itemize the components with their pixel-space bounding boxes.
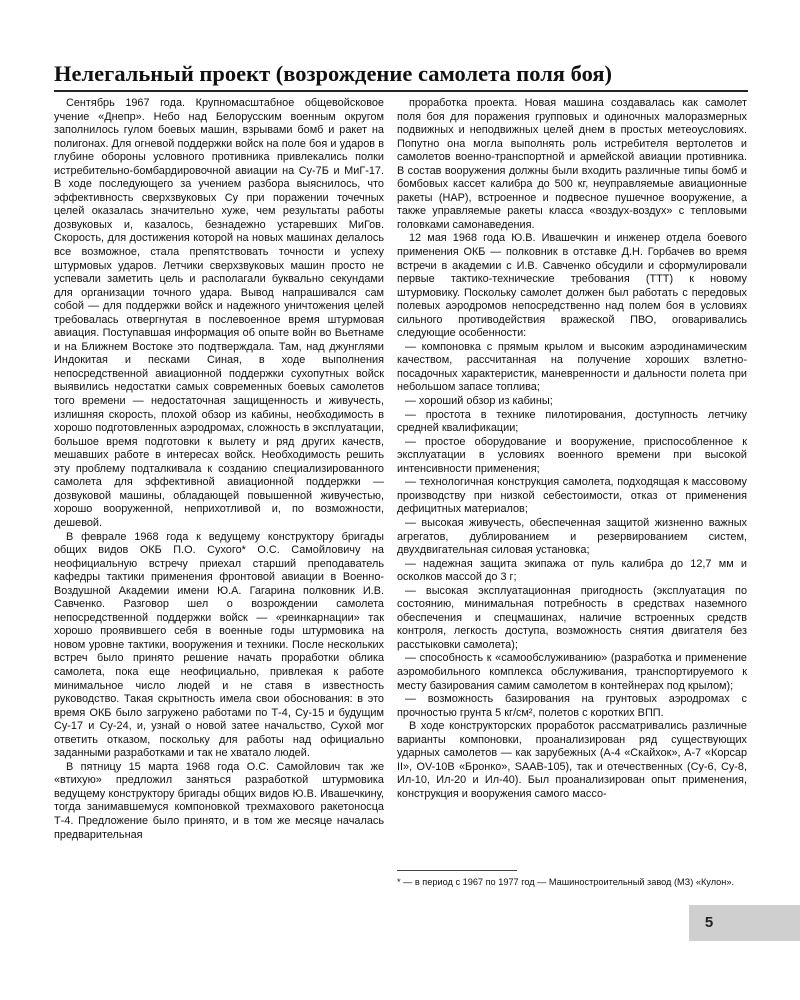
body-paragraph: Сентябрь 1967 года. Крупномасштабное общевойсковое учение «Днепр». Небо над Белорусским военным округом заполнилось гулом боевых машин, взрывами бомб и ракет на полигонах. Для огневой поддержки войск на поле боя и ударов в глубине обороны условного противника привлекались полки истребительно-бомбардировочной авиации на Су-7Б и МиГ-17. В ходе последующего за учением разбора выяснилось, что эффективность сверхзвуковых Су при поражении точечных целей оказалась значительно хуже, чем результаты работы дозвуковых и, казалось, безнадежно устаревших МиГов. Скорость, для достижения которой на новых машинах делалось все возможное, стала препятствовать точности и успеху штурмовых ударов. Летчики сверхзвуковых машин просто не успевали заметить цель и располагали буквально секундами для организации точного удара. Вывод напрашивался сам собой — для поддержки войск и надежного уничтожения целей требовалась отвергнутая в послевоенное время штурмовая авиация. Поступавшая информация об опыте войн во Вьетнаме и на Ближнем Востоке это подтверждала. Там, над джунглями Индокитая и песками Синая, в ходе выполнения непосредственной авиационной поддержки сухопутных войск выявились недостатки самых современных боевых самолетов того времени — недостаточная защищенность и живучесть, излишняя скорость, плохой обзор из кабины, необходимость в хорошо подготовленных аэродромах, сложность в эксплуатации, большое время подготовки к вылету и ряд других качеств, мешавших работе в интересах войск. Необходимость решить эту проблему подталкивала к созданию специализированного самолета для эффективной авиационной поддержки — дозвуковой машины, обладающей повышенной живучестью, хорошо вооруженной, неприхотливой и, по возможности, дешевой. bbox=[54, 97, 384, 529]
body-paragraph: В феврале 1968 года к ведущему конструктору бригады общих видов ОКБ П.О. Сухого* О.С. Самойловичу на неофициальную встречу приехал старший преподаватель кафедры тактики применения фронтовой авиации в Военно-Воздушной Академии имени Ю.А. Гагарина полковник И.В. Савченко. Разговор шел о возрождении самолета непосредственной поддержки войск — «реинкарнации» так хорошо проявившего себя в военные годы штурмовика на новом уровне тактики, вооружения и техники. После нескольких встреч было принято решение начать проработки облика самолета, пока еще неофициально, привлекая к работе минимальное число людей и не ставя в известность руководство. Такая скрытность имела свои обоснования: в это время ОКБ было загружено работами по Т-4, Су-15 и будущим Су-17 и Су-24, и, узнай о новой затее начальство, Сухой мог ответить отказом, поскольку для работы над официально заданными разработками и так не хватало людей. bbox=[54, 530, 384, 760]
requirement-item: — возможность базирования на грунтовых аэродромах с прочностью грунта 5 кг/см², полетов с коротких ВПП. bbox=[397, 693, 747, 719]
body-paragraph: проработка проекта. Новая машина создавалась как самолет поля боя для поражения групповых и одиночных малоразмерных подвижных и неподвижных целей днем в простых метеоусловиях. Попутно она могла выполнять роль истребителя вертолетов и самолетов военно-транспортной и армейской авиации противника. В состав вооружения должны были входить различные типы бомб и бомбовых кассет калибра до 500 кг, неуправляемые авиационные ракеты (НАР), встроенное и подвесное пушечное вооружение, а также управляемые ракеты класса «воздух-воздух» с тепловыми головками самонаведения. bbox=[397, 97, 747, 231]
page-title: Нелегальный проект (возрождение самолета поля боя) bbox=[54, 61, 613, 86]
page-number-tab bbox=[689, 905, 800, 941]
right-column bbox=[397, 97, 747, 801]
footnote-rule bbox=[397, 870, 517, 871]
title-rule bbox=[54, 90, 748, 92]
requirement-item: — высокая живучесть, обеспеченная защитой жизненно важных агрегатов, дублированием и резервированием систем, двухдвигательная силовая установка; bbox=[397, 516, 747, 557]
requirement-item: — способность к «самообслуживанию» (разработка и применение аэромобильного комплекса обслуживания, транспортируемого к месту базирования самим самолетом в контейнерах под крылом); bbox=[397, 652, 747, 692]
left-column bbox=[54, 97, 384, 842]
body-paragraph: В ходе конструкторских проработок рассматривались различные варианты компоновки, проанализирован ряд существующих ударных самолетов — как зарубежных (А-4 «Скайхок», А-7 «Корсар II», OV-10В «Бронко», SAAB-105), так и отечественных (Су-6, Су-8, Ил-10, Ил-20 и Ил-40). Был проанализирован опыт применения, конструкция и вооружения самого массо- bbox=[397, 720, 747, 800]
requirement-item: — надежная защита экипажа от пуль калибра до 12,7 мм и осколков массой до 3 г; bbox=[397, 557, 747, 584]
footnote: * — в период с 1967 по 1977 год — Машиностроительный завод (МЗ) «Кулон». bbox=[397, 877, 735, 887]
body-paragraph: 12 мая 1968 года Ю.В. Ивашечкин и инженер отдела боевого применения ОКБ — полковник в отставке Д.Н. Горбачев во время встречи в академии с И.В. Савченко обсудили и сформулировали первые тактико-технические требования (ТТТ) к новому штурмовику. Поскольку самолет должен был работать с передовых полевых аэродромов непосредственно над полем боя в условиях сильного противодействия вражеской ПВО, оговаривались следующие особенности: bbox=[397, 232, 747, 340]
requirement-item: — простое оборудование и вооружение, приспособленное к эксплуатации в условиях военного времени при высокой интенсивности применения; bbox=[397, 435, 747, 475]
requirement-item: — простота в технике пилотирования, доступность летчику средней квалификации; bbox=[397, 408, 747, 435]
body-paragraph: В пятницу 15 марта 1968 года О.С. Самойлович так же «втихую» предложил заняться разработкой штурмовика ведущему конструктору бригады общих видов Ю.В. Ивашечкину, тогда занимавшемуся компоновкой трехмахового ракетоносца Т-4. Предложение было принято, и в том же месяце началась предварительная bbox=[54, 760, 384, 841]
requirement-item: — хороший обзор из кабины; bbox=[405, 395, 553, 408]
page-number: 5 bbox=[704, 914, 714, 931]
requirement-item: — технологичная конструкция самолета, подходящая к массовому производству при низкой себестоимости, отказ от применения дефицитных материалов; bbox=[397, 476, 747, 516]
requirement-item: — высокая эксплуатационная пригодность (эксплуатация по состоянию, минимальная потребность в средствах наземного обеспечения и спецмашинах, наличие встроенных средств контроля, легкость доступа, возможность снятия двигателя без расстыковки самолета); bbox=[397, 584, 747, 651]
requirement-item: — компоновка с прямым крылом и высоким аэродинамическим качеством, рассчитанная на получение хороших взлетно-посадочных характеристик, маневренности и дальности полета при небольшом запасе топлива; bbox=[397, 340, 747, 394]
